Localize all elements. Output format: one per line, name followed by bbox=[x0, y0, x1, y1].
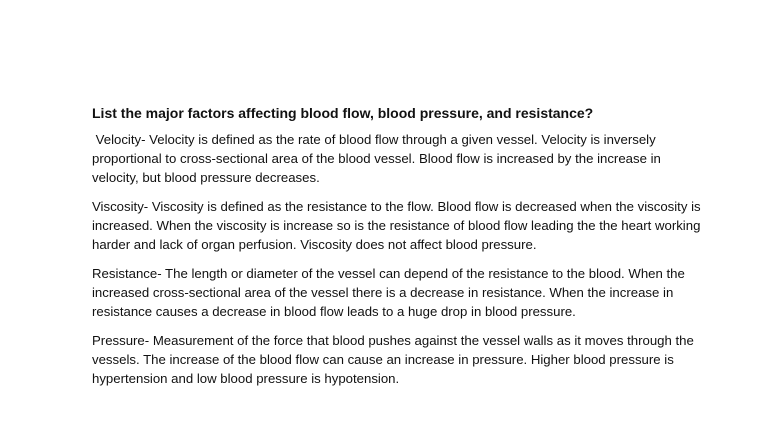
paragraph-velocity: Velocity- Velocity is defined as the rate of blood flow through a given vessel. Velocity is inversely proportional to cross-sectional area of the blood vessel. Blood flow is increased by the increase in velocity, but blood pressure decreases. bbox=[92, 132, 665, 185]
question-heading: List the major factors affecting blood flow, blood pressure, and resistance? bbox=[92, 105, 594, 121]
paragraph-viscosity: Viscosity- Viscosity is defined as the resistance to the flow. Blood flow is decreased when the viscosity is increased. When the viscosity is increase so is the resistance of blood flow leading the the heart working harder and lack of organ perfusion. Viscosity does not affect blood pressure. bbox=[92, 199, 701, 252]
paragraph-pressure: Pressure- Measurement of the force that blood pushes against the vessel walls as it moves through the vessels. The increase of the blood flow can cause an increase in pressure. Higher blood pressure is hypertension and low blood pressure is hypotension. bbox=[92, 333, 694, 386]
paragraph-resistance: Resistance- The length or diameter of the vessel can depend of the resistance to the blood. When the increased cross-sectional area of the vessel there is a decrease in resistance. When the increase in resistance causes a decrease in blood flow leads to a huge drop in blood pressure. bbox=[92, 266, 685, 319]
document-body bbox=[92, 104, 702, 398]
